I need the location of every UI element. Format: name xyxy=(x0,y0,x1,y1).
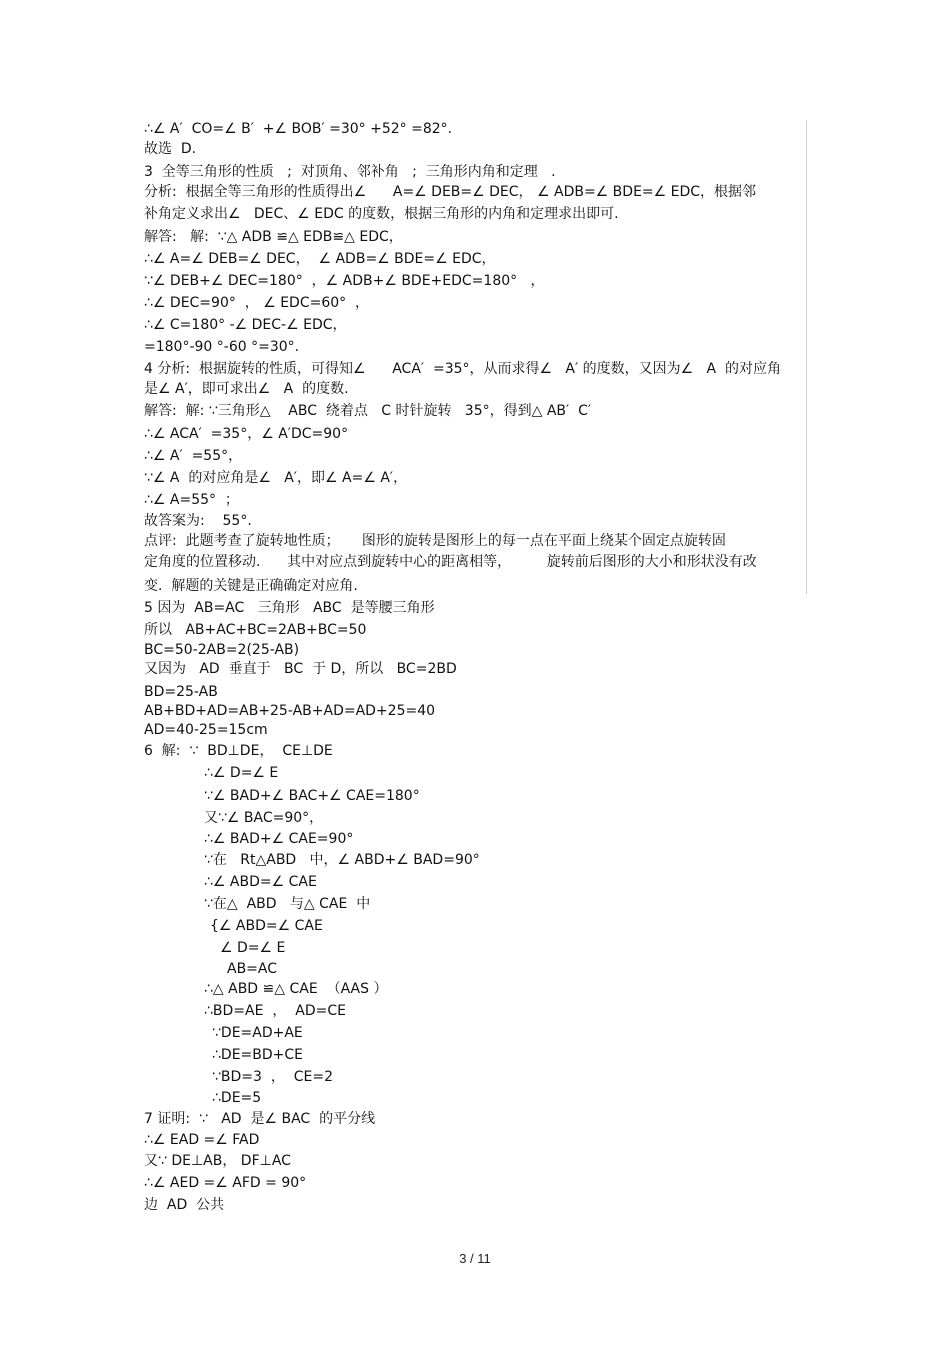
text-line: 4 分析: 根据旋转的性质，可得知∠ ACA′ =35°，从而求得∠ A′ 的度数，又因为∠ A 的对应角 xyxy=(144,361,782,377)
text-line: 边 AD 公共 xyxy=(144,1197,225,1213)
text-line: 又因为 AD 垂直于 BC 于 D，所以 BC=2BD xyxy=(144,661,457,677)
text-line: ∵∠ A 的对应角是∠ A′，即∠ A=∠ A′， xyxy=(144,470,408,486)
text-line: 变. 解题的关键是正确确定对应角. xyxy=(144,578,358,594)
text-line: AD=40-25=15cm xyxy=(144,722,268,738)
text-line: 3 全等三角形的性质 ; 对顶角、邻补角 ; 三角形内角和定理 . xyxy=(144,164,556,180)
text-line: ∵∠ DEB+∠ DEC=180° ，∠ ADB+∠ BDE+EDC=180° ， xyxy=(144,273,545,289)
text-line: BD=25-AB xyxy=(144,684,218,700)
text-line: ∵在△ ABD 与△ CAE 中 xyxy=(204,896,371,912)
text-line: 5 因为 AB=AC 三角形 ABC 是等腰三角形 xyxy=(144,600,435,616)
text-line: 又∵∠ BAC=90°， xyxy=(204,810,324,826)
text-line: 定角度的位置移动. 其中对应点到旋转中心的距离相等， 旋转前后图形的大小和形状没有改 xyxy=(144,554,757,570)
text-line: ∴∠ A′ =55°， xyxy=(144,448,243,464)
text-line: 7 证明: ∵ AD 是∠ BAC 的平分线 xyxy=(144,1111,376,1127)
text-line: ∴BD=AE ， AD=CE xyxy=(204,1003,346,1019)
text-line: ∴∠ EAD =∠ FAD xyxy=(144,1132,260,1148)
text-line: 又∵ DE⊥AB， DF⊥AC xyxy=(144,1153,291,1169)
text-line: 解答: 解: ∵三角形△ ABC 绕着点 C 时针旋转 35°，得到△ AB′ C′ xyxy=(144,403,592,419)
right-margin-rule xyxy=(806,120,807,594)
text-line: ∴∠ DEC=90° ， ∠ EDC=60° ， xyxy=(144,295,370,311)
text-line: 故选 D. xyxy=(144,141,197,157)
text-line: ∴∠ A′ CO=∠ B′ +∠ BOB′ =30° +52° =82°. xyxy=(144,121,453,137)
text-line: ∴∠ A=∠ DEB=∠ DEC， ∠ ADB=∠ BDE=∠ EDC， xyxy=(144,251,496,267)
text-line: ∵∠ BAD+∠ BAC+∠ CAE=180° xyxy=(204,788,420,804)
text-line: 故答案为: 55°. xyxy=(144,513,252,529)
text-line: ∴∠ ACA′ =35°，∠ A′DC=90° xyxy=(144,426,349,442)
text-line: AB+BD+AD=AB+25-AB+AD=AD+25=40 xyxy=(144,703,436,719)
text-line: AB=AC xyxy=(227,961,278,977)
text-line: ∴∠ C=180° -∠ DEC-∠ EDC， xyxy=(144,317,347,333)
text-line: ∴△ ABD ≌△ CAE （AAS ） xyxy=(204,981,388,997)
text-line: ∴∠ A=55° ； xyxy=(144,492,239,508)
text-line: 是∠ A′，即可求出∠ A 的度数. xyxy=(144,381,349,397)
text-line: 补角定义求出∠ DEC、∠ EDC 的度数，根据三角形的内角和定理求出即可. xyxy=(144,206,619,222)
text-line: ∵DE=AD+AE xyxy=(212,1025,303,1041)
text-line: 解答: 解: ∵△ ADB ≌△ EDB≌△ EDC， xyxy=(144,229,403,245)
text-line: BC=50-2AB=2(25-AB) xyxy=(144,642,300,658)
text-line: ∴DE=BD+CE xyxy=(212,1047,303,1063)
page-number: 3 / 11 xyxy=(459,1251,491,1266)
text-line: ∴∠ BAD+∠ CAE=90° xyxy=(204,831,354,847)
text-line: ∠ D=∠ E xyxy=(220,940,286,956)
text-line: 分析: 根据全等三角形的性质得出∠ A=∠ DEB=∠ DEC， ∠ ADB=∠ BDE=∠ EDC，根据邻 xyxy=(144,184,757,200)
text-line: ∵BD=3 ， CE=2 xyxy=(212,1069,333,1085)
text-line: 点评: 此题考查了旋转地性质； 图形的旋转是图形上的每一点在平面上绕某个固定点旋转固 xyxy=(144,533,726,549)
text-line: 6 解: ∵ BD⊥DE， CE⊥DE xyxy=(144,743,333,759)
text-line: ∴DE=5 xyxy=(212,1090,262,1106)
text-line: ∴∠ D=∠ E xyxy=(204,765,279,781)
text-line: 所以 AB+AC+BC=2AB+BC=50 xyxy=(144,622,367,638)
text-line: =180°-90 °-60 °=30°. xyxy=(144,339,300,355)
text-line: ∵在 Rt△ABD 中，∠ ABD+∠ BAD=90° xyxy=(204,852,480,868)
text-line: ∴∠ ABD=∠ CAE xyxy=(204,874,317,890)
text-line: ∴∠ AED =∠ AFD = 90° xyxy=(144,1175,307,1191)
text-line: {∠ ABD=∠ CAE xyxy=(210,918,323,934)
